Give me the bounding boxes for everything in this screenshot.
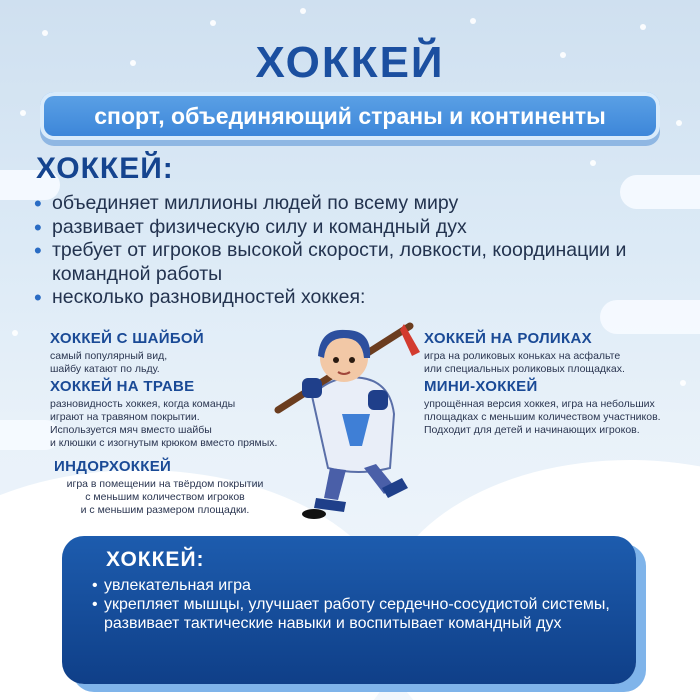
summary-item: • укрепляет мышцы, улучшает работу сердечно-сосудистой системы, развивает тактические навыки и воспитывает командный дух	[92, 595, 622, 633]
snowflake	[300, 8, 306, 14]
type-title: ХОККЕЙ С ШАЙБОЙ	[50, 330, 204, 347]
fact-item: • несколько разновидностей хоккея:	[34, 286, 674, 310]
type-field-hockey	[50, 378, 310, 450]
fact-item: • объединяет миллионы людей по всему миру	[34, 192, 674, 216]
type-description: разновидность хоккея, когда команды играют на травяном покрытии. Используется мяч вместо шайбы и клюшки с изогнутым крюком вместо прямых.	[50, 398, 278, 449]
type-roller-hockey	[424, 330, 684, 376]
subtitle-text: спорт, объединяющий страны и континенты	[94, 102, 606, 129]
glove	[368, 390, 388, 410]
snowflake	[210, 20, 216, 26]
summary-panel	[62, 536, 636, 684]
snowflake	[676, 120, 682, 126]
hockey-player-illustration	[272, 318, 442, 528]
eye	[333, 357, 339, 363]
snowflake	[42, 30, 48, 36]
fact-item: • требует от игроков высокой скорости, ловкости, координации и командной работы	[34, 239, 674, 286]
leg	[324, 468, 346, 500]
snowflake	[20, 110, 26, 116]
summary-heading: ХОККЕЙ:	[106, 548, 205, 571]
type-description: игра в помещении на твёрдом покрытии с меньшим количеством игроков и с меньшим размером площадки.	[66, 478, 264, 516]
section-heading: ХОККЕЙ:	[36, 152, 174, 185]
snowflake	[640, 24, 646, 30]
type-title: ИНДОРХОККЕЙ	[54, 458, 172, 475]
eye	[349, 357, 355, 363]
type-title: ХОККЕЙ НА ТРАВЕ	[50, 378, 195, 395]
summary-list	[92, 576, 622, 633]
type-mini-hockey	[424, 378, 694, 437]
puck-icon	[302, 509, 326, 519]
glove	[302, 378, 322, 398]
snowflake	[590, 160, 596, 166]
type-description: самый популярный вид, шайбу катают по льду.	[50, 350, 168, 375]
type-title: МИНИ-ХОККЕЙ	[424, 378, 538, 395]
type-indoor-hockey	[40, 458, 290, 517]
page-title: ХОККЕЙ	[255, 38, 445, 87]
type-description: упрощённая версия хоккея, игра на небольших площадках с меньшим количеством участников. Подходит для детей и начинающих игроков.	[424, 398, 661, 436]
snowflake	[470, 18, 476, 24]
fact-item: • развивает физическую силу и командный дух	[34, 216, 674, 240]
type-title: ХОККЕЙ НА РОЛИКАХ	[424, 330, 592, 347]
type-description: игра на роликовых коньках на асфальте или специальных роликовых площадках.	[424, 350, 625, 375]
facts-list	[34, 192, 674, 310]
type-ice-hockey	[50, 330, 280, 376]
subtitle-banner	[40, 92, 660, 140]
snowflake	[12, 330, 18, 336]
summary-item: • увлекательная игра	[92, 576, 622, 595]
